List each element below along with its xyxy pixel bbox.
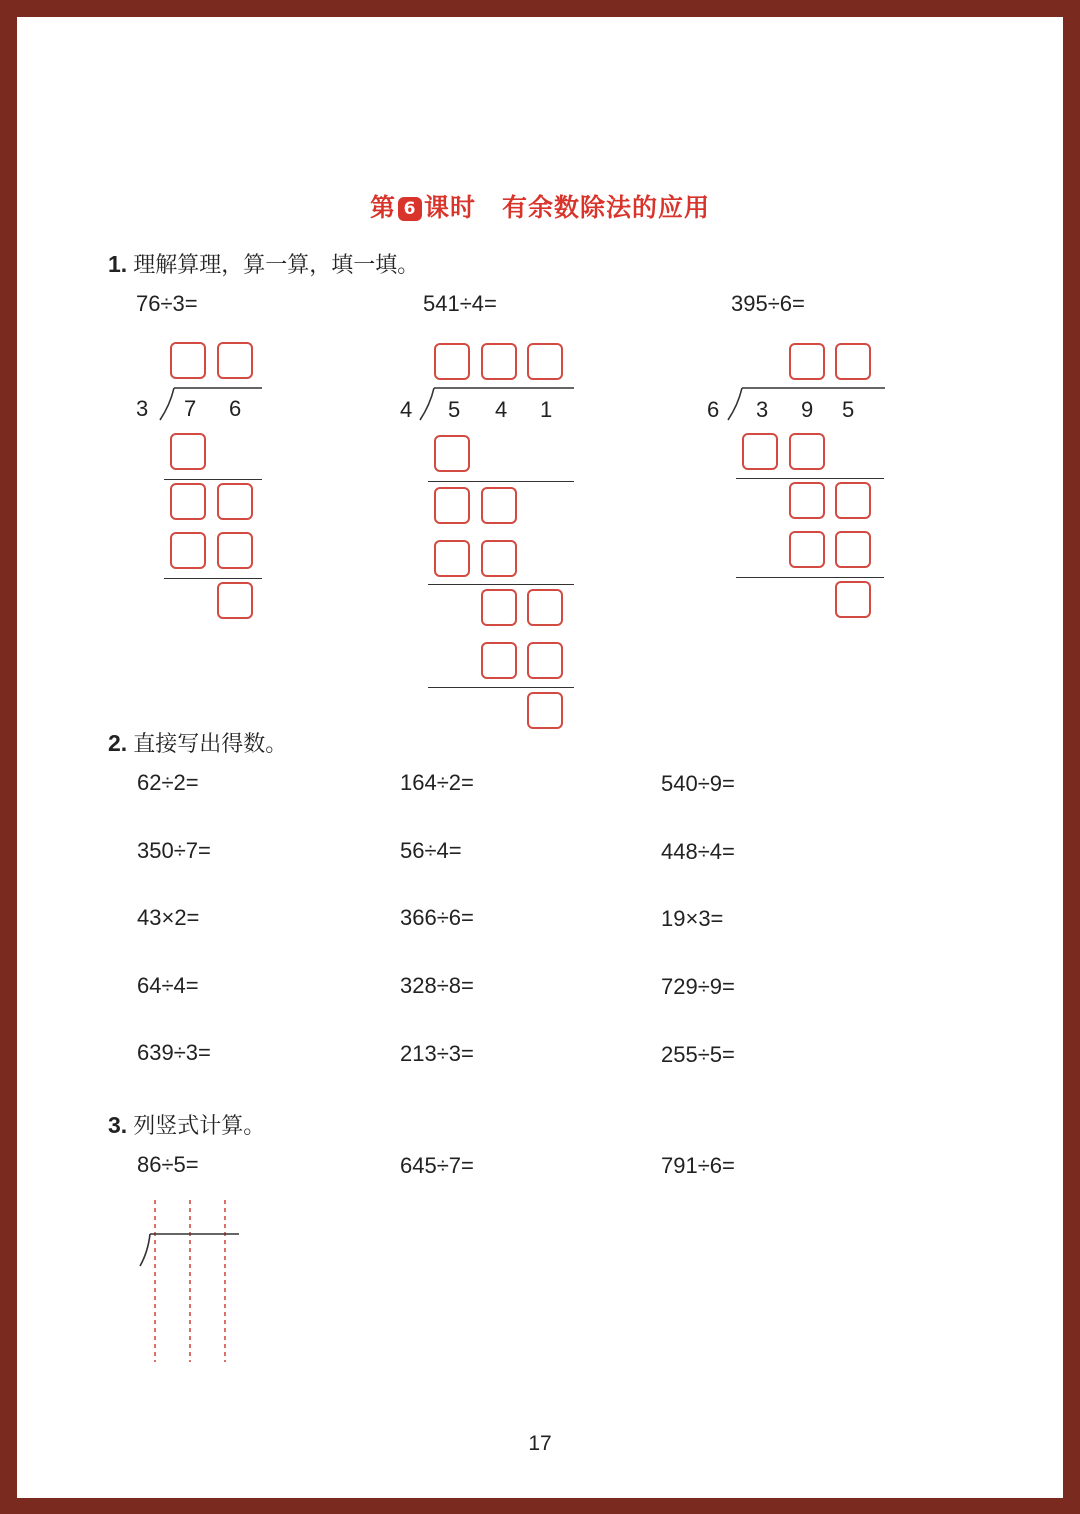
dividend-digit: 5 bbox=[448, 397, 461, 422]
divisor: 3 bbox=[136, 396, 149, 421]
page-number: 17 bbox=[528, 1432, 552, 1455]
q2-expr: 729÷9= bbox=[661, 974, 735, 999]
q1-problem-2-expr: 541÷4= bbox=[423, 291, 497, 316]
q2-expr: 328÷8= bbox=[400, 973, 474, 998]
q1-problem-1-expr: 76÷3= bbox=[136, 291, 198, 316]
question-2-heading: 2. 直接写出得数。 bbox=[108, 730, 288, 757]
q1-problem-3-expr: 395÷6= bbox=[731, 291, 805, 316]
q3-expr: 645÷7= bbox=[400, 1153, 474, 1178]
q2-expr: 56÷4= bbox=[400, 838, 462, 863]
q2-expr: 448÷4= bbox=[661, 839, 735, 864]
dividend-digit: 9 bbox=[801, 397, 814, 422]
dividend-digit: 1 bbox=[540, 397, 553, 422]
q2-expr: 213÷3= bbox=[400, 1041, 474, 1066]
q2-expr: 366÷6= bbox=[400, 905, 474, 930]
divisor: 4 bbox=[400, 397, 413, 422]
q3-expr: 86÷5= bbox=[137, 1152, 199, 1177]
dividend-digit: 6 bbox=[229, 396, 242, 421]
q2-expr: 64÷4= bbox=[137, 973, 199, 998]
q2-expr: 62÷2= bbox=[137, 770, 199, 795]
lesson-title: 第 6 课时 有余数除法的应用 bbox=[369, 193, 711, 222]
question-3-heading: 3. 列竖式计算。 bbox=[108, 1112, 266, 1139]
q2-expr: 19×3= bbox=[661, 906, 724, 931]
q2-expr: 164÷2= bbox=[400, 770, 474, 795]
q2-expr: 43×2= bbox=[137, 905, 200, 930]
dividend-digit: 3 bbox=[756, 397, 769, 422]
question-1-heading: 1. 理解算理，算一算，填一填。 bbox=[108, 251, 420, 278]
divisor: 6 bbox=[707, 397, 720, 422]
q3-expr: 791÷6= bbox=[661, 1153, 735, 1178]
q2-expr: 540÷9= bbox=[661, 771, 735, 796]
dividend-digit: 5 bbox=[842, 397, 855, 422]
lesson-number-badge: 6 bbox=[398, 197, 422, 221]
q2-expr: 639÷3= bbox=[137, 1040, 211, 1065]
q2-expr: 255÷5= bbox=[661, 1042, 735, 1067]
dividend-digit: 4 bbox=[495, 397, 508, 422]
q2-expr: 350÷7= bbox=[137, 838, 211, 863]
dividend-digit: 7 bbox=[184, 396, 197, 421]
